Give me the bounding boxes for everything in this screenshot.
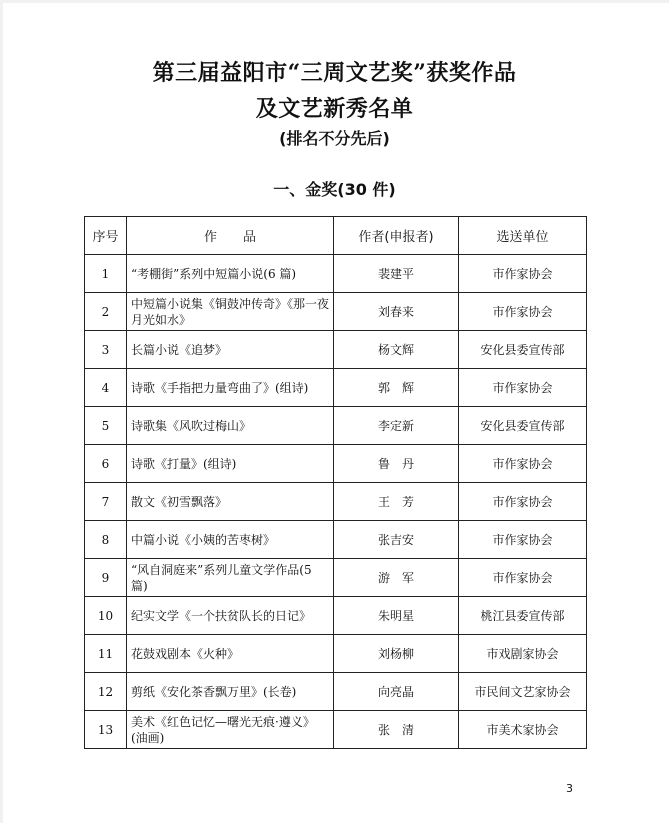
cell-number: 6 [85,445,127,483]
cell-unit: 桃江县委宣传部 [459,597,587,635]
table-row [85,711,587,749]
cell-unit: 市作家协会 [459,255,587,293]
column-header-unit: 选送单位 [459,217,587,255]
cell-work: 散文《初雪飘落》 [127,483,334,521]
cell-unit: 市作家协会 [459,559,587,597]
table-row [85,521,587,559]
cell-author: 杨文辉 [334,331,459,369]
table-row [85,597,587,635]
cell-work: 美术《红色记忆—曙光无痕·遵义》(油画) [127,711,334,749]
cell-author: 游 军 [334,559,459,597]
cell-work: “风自洞庭来”系列儿童文学作品(5 篇) [127,559,334,597]
table-row [85,293,587,331]
table-row [85,673,587,711]
awards-table [84,216,587,749]
document-title-line-2: 及文艺新秀名单 [255,96,414,122]
cell-work: “考棚街”系列中短篇小说(6 篇) [127,255,334,293]
page-edge-top [0,0,669,3]
table-header-row [85,217,587,255]
section-heading-gold-award: 一、金奖(30 件) [273,180,396,199]
cell-author: 王 芳 [334,483,459,521]
cell-author: 刘杨柳 [334,635,459,673]
cell-unit: 市作家协会 [459,445,587,483]
cell-unit: 市作家协会 [459,483,587,521]
table-row [85,635,587,673]
cell-unit: 市作家协会 [459,521,587,559]
cell-work: 诗歌集《风吹过梅山》 [127,407,334,445]
cell-unit: 安化县委宣传部 [459,331,587,369]
cell-author: 郭 辉 [334,369,459,407]
cell-author: 李定新 [334,407,459,445]
cell-work: 诗歌《手指把力量弯曲了》(组诗) [127,369,334,407]
cell-work: 诗歌《打量》(组诗) [127,445,334,483]
cell-number: 10 [85,597,127,635]
cell-work: 剪纸《安化茶香飘万里》(长卷) [127,673,334,711]
cell-unit: 市美术家协会 [459,711,587,749]
document-subtitle: (排名不分先后) [279,129,390,148]
cell-number: 11 [85,635,127,673]
column-header-work: 作 品 [127,217,334,255]
page-edge-left [0,0,3,823]
cell-number: 12 [85,673,127,711]
cell-work: 纪实文学《一个扶贫队长的日记》 [127,597,334,635]
cell-number: 7 [85,483,127,521]
cell-work: 长篇小说《追梦》 [127,331,334,369]
document-title-line-1: 第三届益阳市“三周文艺奖”获奖作品 [152,60,517,86]
cell-work: 花鼓戏剧本《火种》 [127,635,334,673]
cell-author: 张吉安 [334,521,459,559]
cell-work: 中短篇小说集《铜鼓冲传奇》《那一夜月光如水》 [127,293,334,331]
cell-number: 8 [85,521,127,559]
cell-author: 张 清 [334,711,459,749]
cell-author: 鲁 丹 [334,445,459,483]
cell-number: 4 [85,369,127,407]
cell-author: 朱明星 [334,597,459,635]
cell-unit: 安化县委宣传部 [459,407,587,445]
cell-number: 13 [85,711,127,749]
cell-unit: 市作家协会 [459,369,587,407]
cell-unit: 市民间文艺家协会 [459,673,587,711]
table-row [85,331,587,369]
cell-unit: 市作家协会 [459,293,587,331]
cell-number: 3 [85,331,127,369]
cell-number: 5 [85,407,127,445]
table-row [85,369,587,407]
cell-number: 2 [85,293,127,331]
cell-work: 中篇小说《小姨的苦枣树》 [127,521,334,559]
column-header-number: 序号 [85,217,127,255]
table-row [85,559,587,597]
cell-author: 裴建平 [334,255,459,293]
cell-number: 1 [85,255,127,293]
page-number: 3 [566,782,573,795]
column-header-author: 作者(申报者) [334,217,459,255]
table-row [85,255,587,293]
table-row [85,445,587,483]
table-body [85,255,587,749]
cell-author: 向亮晶 [334,673,459,711]
table-row [85,407,587,445]
cell-unit: 市戏剧家协会 [459,635,587,673]
cell-author: 刘春来 [334,293,459,331]
table-row [85,483,587,521]
cell-number: 9 [85,559,127,597]
